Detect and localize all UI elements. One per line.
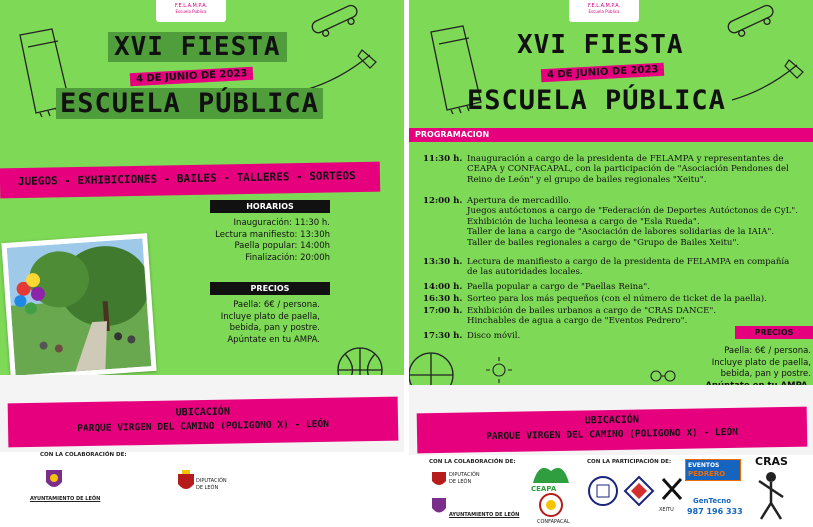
horarios-list <box>190 218 330 264</box>
horario-line: Paella popular: 14:00h <box>234 241 330 251</box>
sponsor-confapacal: CONFAPACAL <box>537 519 570 525</box>
torn-paper-edge <box>409 385 813 405</box>
xeitu-logo-icon <box>659 475 685 503</box>
program-time: 17:00 h. <box>423 306 463 316</box>
program-time: 12:00 h. <box>423 196 463 206</box>
precio-line: Incluye plato de paella, <box>220 311 320 322</box>
program-time: 13:30 h. <box>423 257 463 267</box>
precio-line: bebida, pan y postre. <box>229 323 320 333</box>
program-time: 14:00 h. <box>423 282 463 292</box>
horario-line: Finalización: 20:00h <box>245 252 330 263</box>
poster-page-left <box>0 0 404 527</box>
diputacion-crest-icon <box>431 469 447 489</box>
precio-line: bebida, pan y postre. <box>720 369 811 379</box>
leon-city-crest-icon <box>42 468 66 492</box>
program-time: 16:30 h. <box>423 294 463 304</box>
sun-doodle-icon <box>484 355 514 385</box>
event-title-school: ESCUELA PÚBLICA <box>56 88 323 119</box>
location-banner <box>417 407 808 454</box>
location-place: PARQUE VIRGEN DEL CAMINO (POLIGONO X) - LEÓN <box>486 426 738 443</box>
collab-label: CON LA COLABORACIÓN DE: <box>40 452 127 458</box>
deportes-autoctonos-logo-icon <box>623 475 655 507</box>
participation-label: CON LA PARTICIPACIÓN DE: <box>587 459 672 465</box>
leon-city-crest-icon <box>431 497 447 517</box>
location-banner <box>8 397 399 448</box>
horario-line: Inauguración: 11:30 h. <box>233 218 330 228</box>
pendones-logo-icon <box>587 475 619 507</box>
park-photo <box>1 233 156 381</box>
event-date: 4 DE JUNIO DE 2023 <box>541 63 665 82</box>
sponsor-phone: 987 196 333 <box>687 507 743 516</box>
location-place: PARQUE VIRGEN DEL CAMINO (POLIGONO X) - LEÓN <box>77 418 329 435</box>
precio-line: Incluye plato de paella, <box>711 357 811 368</box>
poster-page-right: F.E.L.A.M.P.A. Escuela Pública XVI FIESTA 4 DE JUNIO DE 2023 ESCUELA PÚBLICA PROGRAMACION 11:30 h. Inauguración a cargo de la presidenta de FELAMPA y representantes de CEAPA y CONFACAPAL, con la participación de "Asociación Pendones del Reino de León" y el grupo de bailes regionales "Xeitu". 12:00 h. Apertura de mercadillo. Juegos autóctonos a cargo de "Federación de Deportes Autóctonos de CyL". Exhibición de lucha leonesa a cargo de "Esla Rueda". Taller de lana a cargo de "Asociación de labores solidarias de la IAIA". Taller de bailes regionales a cargo de "Grupo de Bailes Xeitu". 13:30 h. Lectura de manifiesto a cargo de la presidenta de FELAMPA en compañía de las autoridades locales. 14:00 h. Paella popular a cargo de "Paellas Reina". 16:30 h. Sorteo para los más pequeños (con el número de ticket de la paella). 17:00 h. Exhibición de bailes urbanos a cargo de "CRAS DANCE". Hinchables de agua a cargo de "Eventos Pedrero". 17:30 h. Disco móvil. PRECIOS Paella: 6€ / persona. Incluye plato de paella, bebida, pan y postre. Apúntate en tu AMPA. UBICACIÓN PARQUE VIRGEN DEL CAMINO (POLIGONO X) - LEÓN CON LA COLABORACIÓN DE: CON LA PARTICIPACIÓN DE: DIPUTACIÓN DE LEÓN AYUNTAMIENTO DE LEÓN CEAPA CONFAPACAL XEITU EVENTOS PEDRERO GenTecno 987 196 333 CRAS <box>409 0 813 527</box>
sponsor-ayuntamiento: AYUNTAMIENTO DE LEÓN <box>30 496 101 502</box>
felampa-logo: F.E.L.A.M.P.A. Escuela Pública <box>569 0 639 22</box>
location-label: UBICACIÓN <box>175 406 231 419</box>
precio-line: Paella: 6€ / persona. <box>233 300 320 310</box>
horarios-title: HORARIOS <box>210 200 330 213</box>
skateboard-icon <box>305 0 365 40</box>
precios-list <box>190 300 320 346</box>
sponsor-xeitu: XEITU <box>659 507 674 513</box>
sponsor-diputacion-leon: DE LEÓN <box>196 485 219 491</box>
event-title-school: ESCUELA PÚBLICA <box>467 85 726 116</box>
precio-line: Apúntate en tu AMPA. <box>705 380 811 391</box>
program-time: 11:30 h. <box>423 154 463 164</box>
precio-line: Apúntate en tu AMPA. <box>227 334 320 345</box>
diputacion-crest-icon <box>176 470 196 494</box>
torn-paper-edge <box>0 375 404 395</box>
ceapa-logo-icon <box>529 459 573 485</box>
program-time: 17:30 h. <box>423 331 463 341</box>
event-title-number: XVI FIESTA <box>108 32 287 62</box>
felampa-logo: F.E.L.A.M.P.A. Escuela Pública <box>156 0 226 22</box>
location-label: UBICACIÓN <box>584 414 640 427</box>
event-date: 4 DE JUNIO DE 2023 <box>130 67 254 86</box>
cras-dancer-icon <box>753 469 789 525</box>
sponsor-diputacion: DIPUTACIÓN <box>196 478 227 484</box>
sponsor-ceapa: CEAPA <box>531 485 557 493</box>
collab-label: CON LA COLABORACIÓN DE: <box>429 459 516 465</box>
sponsor-gentecno: GenTecno <box>693 497 732 505</box>
program-banner: PROGRAMACION <box>409 128 813 142</box>
brush-doodle-icon <box>727 50 807 110</box>
horario-line: Lectura manifiesto: 13:30h <box>215 229 330 240</box>
sponsor-diputacion-leon: DE LEÓN <box>449 479 472 485</box>
sponsor-ayuntamiento: AYUNTAMIENTO DE LEÓN <box>449 512 520 518</box>
precios-title: PRECIOS <box>735 326 813 339</box>
sponsor-cras: CRAS <box>755 455 788 468</box>
sponsors-footer <box>0 452 404 527</box>
confapacal-logo-icon <box>539 493 563 517</box>
precio-line: Paella: 6€ / persona. <box>724 346 811 356</box>
eventos-pedrero-logo: EVENTOS PEDRERO <box>685 459 741 481</box>
precios-title: PRECIOS <box>210 282 330 295</box>
activities-banner: JUEGOS - EXHIBICIONES - BAILES - TALLERES - SORTEOS <box>0 162 380 199</box>
sponsors-footer <box>409 455 813 527</box>
sunglasses-doodle-icon <box>649 364 677 384</box>
event-title-number: XVI FIESTA <box>517 30 684 60</box>
skateboard-icon <box>721 0 781 40</box>
sponsor-diputacion: DIPUTACIÓN <box>449 472 480 478</box>
